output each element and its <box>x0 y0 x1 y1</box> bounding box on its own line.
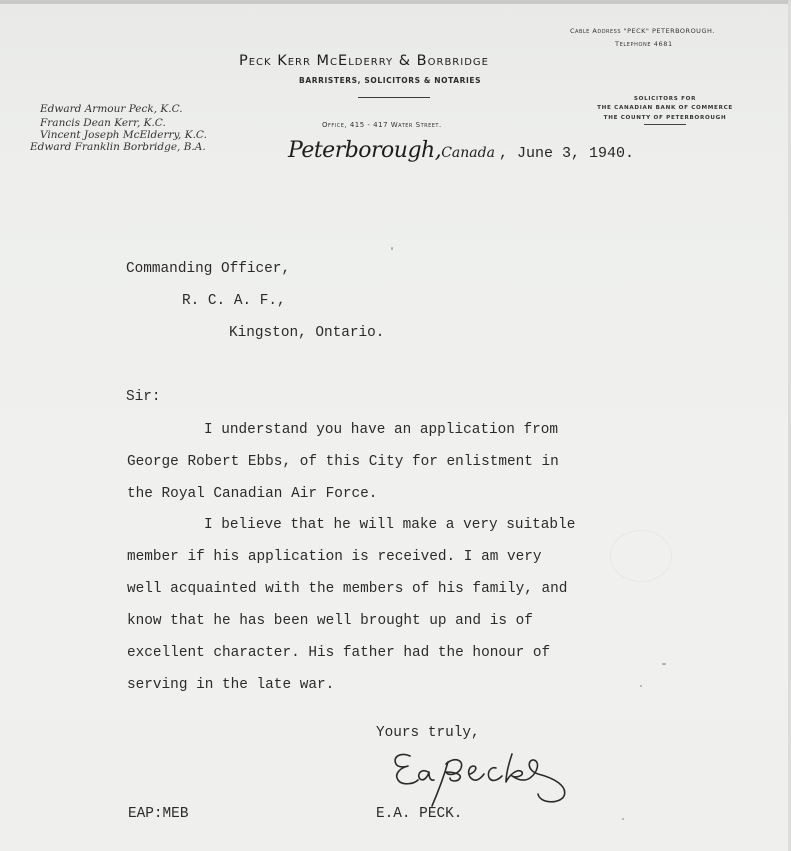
body-line: George Robert Ebbs, of this City for enlistment in <box>127 454 559 470</box>
partner-name: Edward Franklin Borbridge, B.A. <box>30 141 206 153</box>
solicitors-for-block <box>580 95 750 125</box>
place <box>288 138 495 163</box>
body-line: I understand you have an application from <box>204 422 559 438</box>
paper-speck <box>662 663 666 665</box>
body-line: well acquainted with the members of his family, and <box>127 581 568 597</box>
city: Peterborough, <box>288 138 442 163</box>
body-line: excellent character. His father had the honour of <box>127 645 551 661</box>
place-and-date <box>288 138 634 163</box>
recipient-location: Kingston, Ontario. <box>229 325 385 341</box>
firm-subtitle: BARRISTERS, SOLICITORS & NOTARIES <box>299 76 482 85</box>
partners-list <box>30 103 207 155</box>
body-line: serving in the late war. <box>127 677 335 693</box>
body-line: member if his application is received. I am very <box>127 549 542 565</box>
signer-typed-name: E.A. PECK. <box>376 806 463 822</box>
faint-watermark <box>610 530 672 582</box>
paper-speck <box>622 818 624 820</box>
telephone: Telephone 4681 <box>615 40 673 48</box>
client-name: THE COUNTY OF PETERBOROUGH <box>603 114 727 121</box>
body-paragraph-1 <box>127 414 559 510</box>
recipient-title: Commanding Officer, <box>126 261 291 277</box>
body-line: the Royal Canadian Air Force. <box>127 486 378 502</box>
body-line: I believe that he will make a very suitable <box>204 517 576 533</box>
body-paragraph-2 <box>127 509 575 701</box>
solicitors-for-heading: SOLICITORS FOR <box>633 96 697 102</box>
firm-name: Peck Kerr McElderry & Borbridge <box>239 53 489 69</box>
paper-speck <box>640 685 642 687</box>
office-address: Office, 415 - 417 Water Street. <box>322 121 442 129</box>
partner-name: Francis Dean Kerr, K.C. <box>40 116 166 129</box>
closing: Yours truly, <box>376 725 480 741</box>
country: Canada <box>441 145 495 161</box>
reference-initials: EAP:MEB <box>128 806 189 822</box>
body-line: know that he has been well brought up and is of <box>127 613 533 629</box>
letter-date: , June 3, 1940. <box>498 145 634 162</box>
cable-address: Cable Address "PECK" PETERBOROUGH. <box>570 27 715 35</box>
handwritten-signature <box>388 742 588 808</box>
partner-name: Vincent Joseph McElderry, K.C. <box>40 129 207 141</box>
recipient-organization: R. C. A. F., <box>182 293 286 309</box>
letterhead-divider <box>358 97 430 98</box>
salutation: Sir: <box>126 389 161 405</box>
partner-name: Edward Armour Peck, K.C. <box>40 103 183 115</box>
client-name: THE CANADIAN BANK OF COMMERCE <box>597 105 733 112</box>
paper-speck <box>391 247 393 250</box>
solicitors-divider <box>644 124 686 125</box>
